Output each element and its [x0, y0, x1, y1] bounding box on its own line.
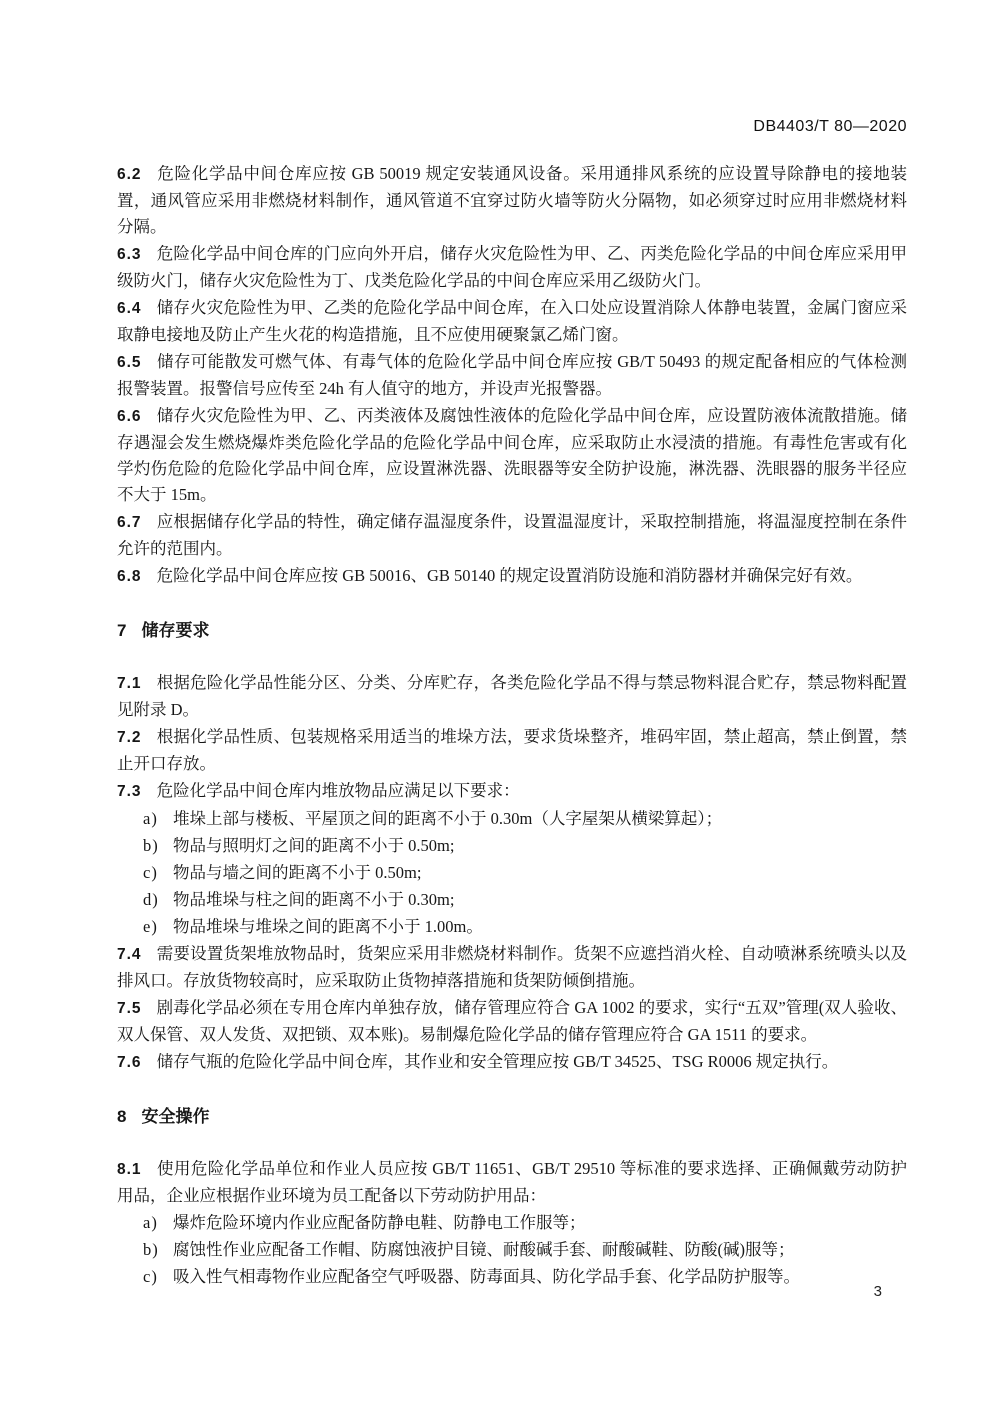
- clause-text: 根据化学品性质、包装规格采用适当的堆垛方法，要求货垛整齐，堆码牢固，禁止超高，禁止倒置，禁止开口存放。: [117, 727, 907, 773]
- clause-text: 危险化学品中间仓库内堆放物品应满足以下要求：: [156, 781, 520, 800]
- list-item-7-3-c: [117, 860, 907, 886]
- clause-7-1: [117, 670, 907, 723]
- clause-number: 7.5: [117, 1000, 142, 1017]
- list-marker: a): [143, 1213, 158, 1232]
- clause-number: 7.3: [117, 783, 142, 800]
- clause-text: 危险化学品中间仓库的门应向外开启，储存火灾危险性为甲、乙、丙类危险化学品的中间仓库应采用甲级防火门，储存火灾危险性为丁、戊类危险化学品的中间仓库应采用乙级防火门。: [117, 244, 907, 290]
- clause-number: 8.1: [117, 1161, 142, 1178]
- document-footer: [874, 1283, 882, 1300]
- list-marker: c): [143, 863, 158, 882]
- list-marker: b): [143, 836, 159, 855]
- clause-number: 7.6: [117, 1054, 142, 1071]
- clause-6-7: [117, 509, 907, 562]
- clause-7-6: [117, 1049, 907, 1076]
- clause-number: 6.7: [117, 514, 142, 531]
- list-marker: e): [143, 917, 158, 936]
- list-text: 爆炸危险环境内作业应配备防静电鞋、防静电工作服等；: [173, 1213, 586, 1232]
- document-header: [117, 118, 907, 136]
- list-marker: a): [143, 809, 158, 828]
- list-item-7-3-a: [117, 806, 907, 832]
- list-text: 物品与墙之间的距离不小于 0.50m;: [173, 863, 422, 882]
- clause-7-3: [117, 778, 907, 805]
- clause-text: 储存火灾危险性为甲、乙、丙类液体及腐蚀性液体的危险化学品中间仓库，应设置防液体流散措施。储存遇湿会发生燃烧爆炸类危险化学品的危险化学品中间仓库，应采取防止水浸渍的措施。有毒性危害或有化学灼伤危险的危险化学品中间仓库，应设置淋洗器、洗眼器等安全防护设施，淋洗器、洗眼器的服务半径应不大于 15m。: [117, 406, 907, 504]
- section-7-heading: [117, 618, 907, 644]
- clause-number: 6.3: [117, 246, 142, 263]
- section-number: 7: [117, 621, 128, 640]
- list-text: 堆垛上部与楼板、平屋顶之间的距离不小于 0.30m（人字屋架从横梁算起）；: [173, 809, 723, 828]
- list-text: 腐蚀性作业应配备工作帽、防腐蚀液护目镜、耐酸碱手套、耐酸碱鞋、防酸(碱)服等；: [173, 1240, 795, 1259]
- list-text: 物品堆垛与柱之间的距离不小于 0.30m;: [173, 890, 455, 909]
- clause-text: 剧毒化学品必须在专用仓库内单独存放，储存管理应符合 GA 1002 的要求，实行“五双”管理(双人验收、双人保管、双人发货、双把锁、双本账)。易制爆危险化学品的储存管理应符合 GA 1511 的要求。: [117, 998, 907, 1044]
- clause-6-3: [117, 241, 907, 294]
- list-marker: d): [143, 890, 159, 909]
- section-8-heading: [117, 1104, 907, 1130]
- section-title: 安全操作: [141, 1107, 210, 1126]
- doc-code: DB4403/T 80—2020: [753, 118, 907, 135]
- list-text: 物品与照明灯之间的距离不小于 0.50m;: [173, 836, 455, 855]
- clause-text: 应根据储存化学品的特性，确定储存温湿度条件，设置温湿度计，采取控制措施，将温湿度控制在条件允许的范围内。: [117, 512, 907, 558]
- page-number: 3: [873, 1283, 882, 1300]
- list-text: 吸入性气相毒物作业应配备空气呼吸器、防毒面具、防化学品手套、化学品防护服等。: [173, 1267, 800, 1286]
- list-item-7-3-b: [117, 833, 907, 859]
- clause-text: 使用危险化学品单位和作业人员应按 GB/T 11651、GB/T 29510 等标准的要求选择、正确佩戴劳动防护用品，企业应根据作业环境为员工配备以下劳动防护用品：: [117, 1159, 907, 1205]
- clause-text: 危险化学品中间仓库应按 GB 50019 规定安装通风设备。采用通排风系统的应设置导除静电的接地装置，通风管应采用非燃烧材料制作，通风管道不宜穿过防火墙等防火分隔物，如必须穿过时应用非燃烧材料分隔。: [117, 164, 907, 236]
- list-item-8-1-a: [117, 1210, 907, 1236]
- section-title: 储存要求: [141, 621, 210, 640]
- document-content: [117, 161, 907, 1290]
- clause-6-4: [117, 295, 907, 348]
- clause-6-2: [117, 161, 907, 240]
- clause-6-8: [117, 563, 907, 590]
- list-item-8-1-b: [117, 1237, 907, 1263]
- clause-6-6: [117, 403, 907, 508]
- clause-number: 7.1: [117, 675, 142, 692]
- clause-7-2: [117, 724, 907, 777]
- section-number: 8: [117, 1107, 128, 1126]
- clause-text: 储存火灾危险性为甲、乙类的危险化学品中间仓库，在入口处应设置消除人体静电装置，金属门窗应采取静电接地及防止产生火花的构造措施，且不应使用硬聚氯乙烯门窗。: [117, 298, 907, 344]
- clause-8-1: [117, 1156, 907, 1209]
- clause-text: 需要设置货架堆放物品时，货架应采用非燃烧材料制作。货架不应遮挡消火栓、自动喷淋系统喷头以及排风口。存放货物较高时，应采取防止货物掉落措施和货架防倾倒措施。: [117, 944, 907, 990]
- clause-7-5: [117, 995, 907, 1048]
- clause-6-5: [117, 349, 907, 402]
- clause-number: 6.6: [117, 408, 142, 425]
- list-item-7-3-d: [117, 887, 907, 913]
- clause-number: 7.2: [117, 729, 142, 746]
- list-marker: b): [143, 1240, 159, 1259]
- clause-number: 6.2: [117, 166, 142, 183]
- clause-number: 6.5: [117, 354, 142, 371]
- list-text: 物品堆垛与堆垛之间的距离不小于 1.00m。: [173, 917, 483, 936]
- clause-7-4: [117, 941, 907, 994]
- clause-number: 7.4: [117, 946, 142, 963]
- list-item-7-3-e: [117, 914, 907, 940]
- clause-text: 储存气瓶的危险化学品中间仓库，其作业和安全管理应按 GB/T 34525、TSG R0006 规定执行。: [156, 1052, 839, 1071]
- clause-text: 储存可能散发可燃气体、有毒气体的危险化学品中间仓库应按 GB/T 50493 的规定配备相应的气体检测报警装置。报警信号应传至 24h 有人值守的地方，并设声光报警器。: [117, 352, 907, 398]
- clause-number: 6.8: [117, 568, 142, 585]
- clause-text: 根据危险化学品性能分区、分类、分库贮存，各类危险化学品不得与禁忌物料混合贮存，禁忌物料配置见附录 D。: [117, 673, 907, 719]
- clause-text: 危险化学品中间仓库应按 GB 50016、GB 50140 的规定设置消防设施和消防器材并确保完好有效。: [156, 566, 863, 585]
- list-item-8-1-c: [117, 1264, 907, 1290]
- clause-number: 6.4: [117, 300, 142, 317]
- list-marker: c): [143, 1267, 158, 1286]
